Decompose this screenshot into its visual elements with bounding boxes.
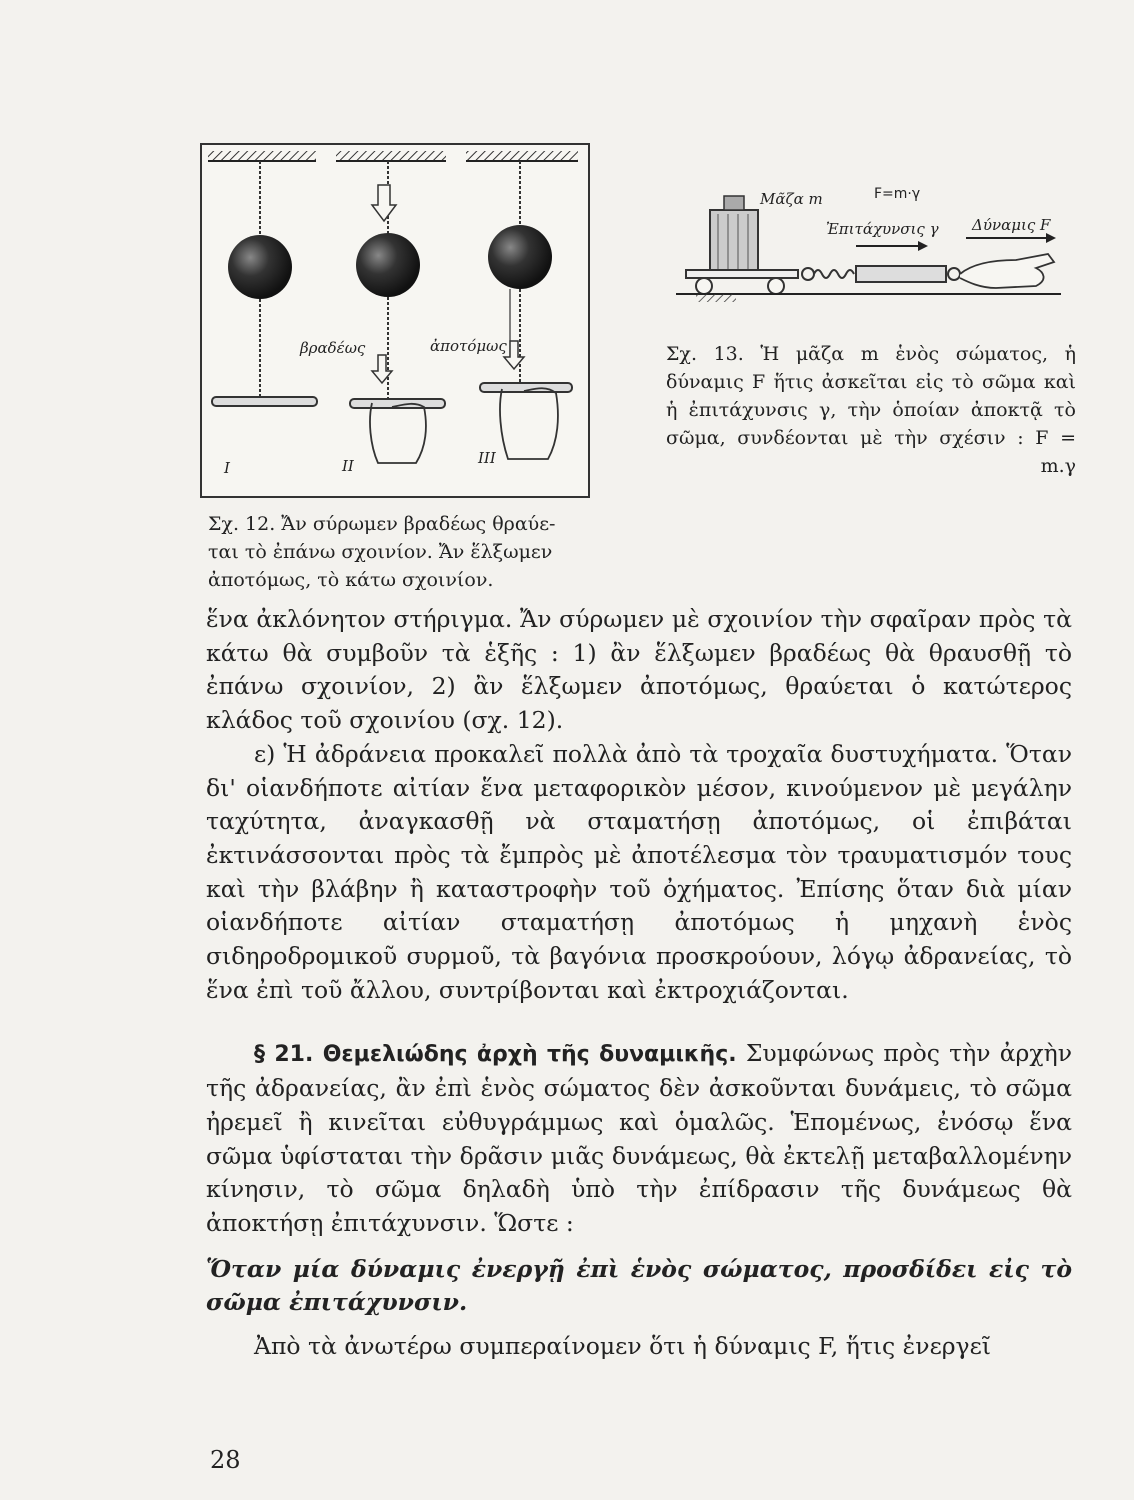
figure-12-illustration	[200, 143, 590, 498]
paragraph-2: ε) Ἡ ἀδράνεια προκαλεῖ πολλὰ ἀπὸ τὰ τροχαῖα δυστυχήματα. Ὅταν δι' οἱανδήποτε αἰτίαν ἕνα μεταφορικὸν μέσον, κινούμενον μὲ μεγάλην ταχύτητα, ἀναγκασθῇ νὰ σταματήσῃ ἀποτόμως, οἱ ἐπιβάται ἐκτινάσσονται πρὸς τὰ ἔμπρὸς μὲ ἀποτέλεσμα τὸν τραυματισμόν τους καὶ τὴν βλάβην ἢ καταστροφὴν τοῦ ὀχήματος. Ἐπίσης ὅταν διὰ μίαν οἱανδήποτε αἰτίαν σταματήσῃ ἀποτόμως ἡ μηχανὴ ἑνὸς σιδηροδρομικοῦ συρμοῦ, τὰ βαγόνια προσκρούουν, λόγῳ ἀδρανείας, τὸ ἕνα ἐπὶ τοῦ ἄλλου, συντρίβονται καὶ ἐκτροχιάζονται.	[206, 739, 1072, 1004]
ball-2	[356, 233, 420, 297]
ball-3	[488, 225, 552, 289]
paragraph-1: ἕνα ἀκλόνητον στήριγμα. Ἄν σύρωμεν μὲ σχοινίον τὴν σφαῖραν πρὸς τὰ κάτω θὰ συμβοῦν τὰ ἑξῆς : 1) ἂν ἕλξωμεν βραδέως θὰ θραυσθῇ τὸ ἐπάνω σχοινίον, 2) ἂν ἕλξωμεν ἀποτόμως, θραύεται ὁ κατώτερος κλάδος τοῦ σχοινίου (σχ. 12).	[206, 605, 1072, 735]
ball-1	[228, 235, 292, 299]
dynamometer	[856, 266, 946, 282]
label-mass: Μᾶζα m	[760, 190, 823, 208]
section-text: Συμφώνως πρὸς τὴν ἀρχὴν τῆς ἀδρανείας, ἂν ἐπὶ ἑνὸς σώματος δὲν ἀσκοῦνται δυνάμεις, τὸ σῶμα ἠρεμεῖ ἢ κινεῖται εὐθυγράμμως καὶ ὁμαλῶς. Ἑπομένως, ἐνόσῳ ἕνα σῶμα ὑφίσταται τὴν δρᾶσιν μιᾶς δυνάμεως, θὰ ἐκτελῇ μεταβαλλομένην κίνησιν, τὸ σῶμα δηλαδὴ ὑπὸ τὴν ἐπίδρασιν τῆς δυνάμεως θὰ ἀποκτήσῃ ἐπιτάχυνσιν. Ὥστε :	[206, 1039, 1072, 1237]
handle-1	[212, 397, 317, 406]
numeral-3: III	[478, 449, 496, 467]
figure-12-caption	[208, 510, 588, 594]
wheel-right	[768, 278, 784, 294]
figure-13-caption: Σχ. 13. Ἡ μᾶζα m ἑνὸς σώματος, ἡ δύναμις F ἥτις ἀσκεῖται εἰς τὸ σῶμα καὶ ἡ ἐπιτάχυνσις γ, τὴν ὁποίαν ἀποκτᾷ τὸ σῶμα, συνδέονται μὲ τὴν σχέσιν : F = m.γ	[666, 343, 1076, 477]
numeral-2: II	[342, 457, 354, 475]
ceiling-1	[208, 151, 316, 161]
section-21-paragraph	[206, 1037, 1072, 1240]
mass-block	[710, 210, 758, 272]
label-force: Δύναμις F	[972, 216, 1051, 234]
figure-13-illustration	[676, 180, 1066, 315]
caption-line: ται τὸ ἐπάνω σχοινίον. Ἄν ἕλξωμεν	[208, 541, 553, 563]
last-line: Ἀπὸ τὰ ἀνωτέρω συμπεραίνομεν ὅτι ἡ δύναμις F, ἥτις ἐνεργεῖ	[254, 1332, 991, 1361]
wheel-left	[696, 278, 712, 294]
hand	[960, 254, 1054, 288]
principle-statement: Ὅταν μία δύναμις ἐνεργῇ ἐπὶ ἑνὸς σώματος, προσδίδει εἰς τὸ σῶμα ἐπιτάχυνσιν.	[206, 1254, 1072, 1317]
hand-2	[370, 403, 426, 463]
label-formula: F=m·γ	[874, 186, 921, 202]
hand-3	[500, 388, 558, 459]
caption-line: ἀποτόμως, τὸ κάτω σχοινίον.	[208, 569, 494, 591]
caption-line: Σχ. 12. Ἄν σύρωμεν βραδέως θραύε-	[208, 513, 556, 535]
ceiling-3	[466, 151, 578, 161]
body-text	[206, 603, 1072, 1364]
numeral-1: I	[224, 459, 230, 477]
label-slow: βραδέως	[300, 339, 366, 357]
cart	[686, 270, 798, 278]
page-number: 28	[210, 1446, 241, 1474]
section-heading: § 21. Θεμελιώδης ἀρχὴ τῆς δυναμικῆς.	[254, 1042, 737, 1068]
label-abrupt: ἀποτόμως	[430, 337, 507, 355]
ceiling-2	[336, 151, 446, 161]
label-acceleration: Ἐπιτάχυνσις γ	[826, 220, 939, 238]
